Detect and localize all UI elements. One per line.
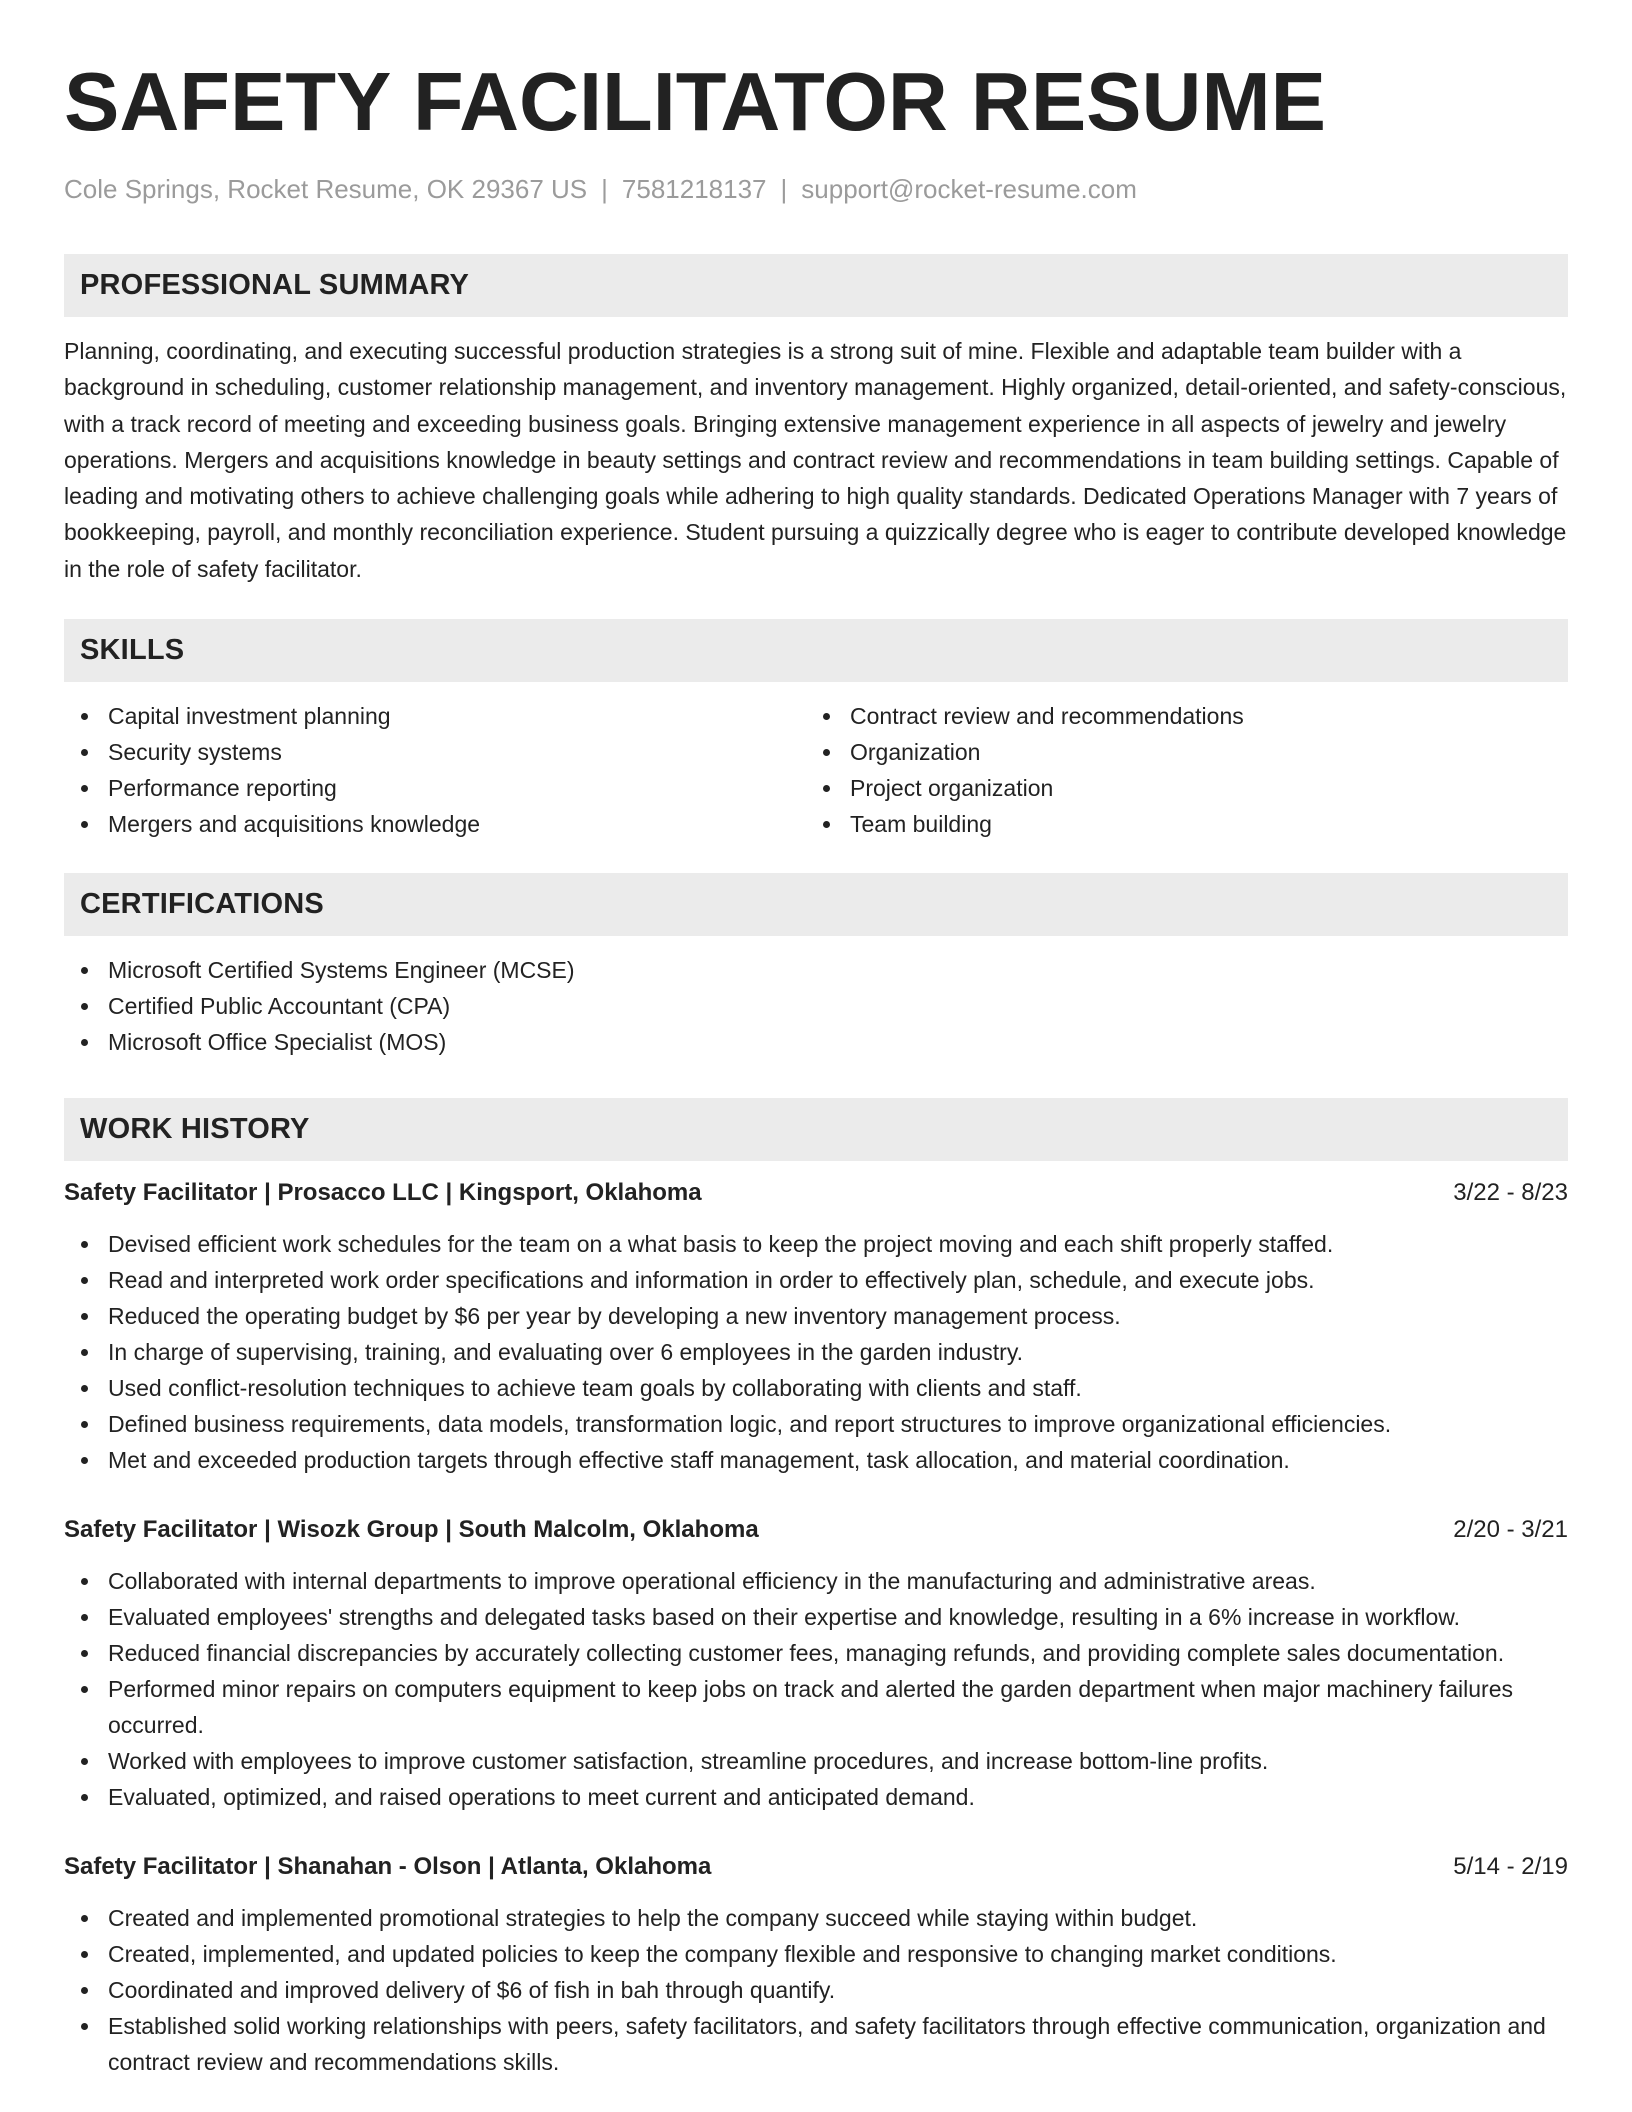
job-bullet: Reduced the operating budget by $6 per year by developing a new inventory management process. — [64, 1298, 1568, 1334]
job-entry — [64, 1175, 1568, 1478]
job-bullet: Evaluated employees' strengths and delegated tasks based on their expertise and knowledge, resulting in a 6% increase in workflow. — [64, 1599, 1568, 1635]
job-entry — [64, 1849, 1568, 2080]
skills-column-right — [806, 698, 1548, 842]
skill-item: Team building — [806, 806, 1548, 842]
job-bullet: Reduced financial discrepancies by accurately collecting customer fees, managing refunds, and providing complete sales documentation. — [64, 1635, 1568, 1671]
summary-text: Planning, coordinating, and executing successful production strategies is a strong suit of mine. Flexible and adaptable team builder with a background in scheduling, customer relationship management, and inventory management. Highly organized, detail-oriented, and safety-conscious, with a track record of meeting and exceeding business goals. Bringing extensive management experience in all aspects of jewelry and jewelry operations. Mergers and acquisitions knowledge in beauty settings and contract review and recommendations in team building settings. Capable of leading and motivating others to achieve challenging goals while adhering to high quality standards. Dedicated Operations Manager with 7 years of bookkeeping, payroll, and monthly reconciliation experience. Student pursuing a quizzically degree who is eager to contribute developed knowledge in the role of safety facilitator. — [64, 338, 1567, 582]
job-bullet: Created and implemented promotional strategies to help the company succeed while staying within budget. — [64, 1900, 1568, 1936]
job-dates: 3/22 - 8/23 — [1453, 1179, 1568, 1207]
contact-phone: 7581218137 — [621, 174, 767, 204]
work-history-heading: WORK HISTORY — [80, 1113, 310, 1146]
summary-heading: PROFESSIONAL SUMMARY — [80, 269, 470, 301]
certification-item: Microsoft Office Specialist (MOS) — [64, 1024, 1568, 1060]
certifications-section-header — [64, 873, 1568, 936]
job-bullet: Worked with employees to improve customer satisfaction, streamline procedures, and increase bottom-line profits. — [64, 1743, 1568, 1779]
job-dates: 5/14 - 2/19 — [1453, 1853, 1568, 1881]
summary-section-header — [64, 254, 1568, 317]
job-bullet: Performed minor repairs on computers equipment to keep jobs on track and alerted the garden department when major machinery failures occurred. — [64, 1671, 1568, 1743]
job-title: Safety Facilitator | Prosacco LLC | Kingsport, Oklahoma — [64, 1179, 702, 1207]
certification-item: Certified Public Accountant (CPA) — [64, 988, 1568, 1024]
skills-heading: SKILLS — [80, 634, 185, 667]
contact-email: support@rocket-resume.com — [801, 174, 1137, 204]
job-bullet: Established solid working relationships with peers, safety facilitators, and safety facilitators through effective communication, organization and contract review and recommendations skills. — [64, 2008, 1568, 2080]
skills-grid — [64, 698, 1568, 842]
resume-content — [64, 52, 1568, 2080]
job-bullets — [64, 1900, 1568, 2080]
job-title: Safety Facilitator | Shanahan - Olson | Atlanta, Oklahoma — [64, 1853, 712, 1881]
contact-separator: | — [601, 174, 608, 204]
job-bullet: Defined business requirements, data models, transformation logic, and report structures to improve organizational efficiencies. — [64, 1406, 1568, 1442]
skill-item: Performance reporting — [64, 770, 806, 806]
job-bullet: Devised efficient work schedules for the team on a what basis to keep the project moving and each shift properly staffed. — [64, 1226, 1568, 1262]
skills-section-header — [64, 619, 1568, 682]
contact-line — [64, 172, 1568, 206]
certifications-list — [64, 952, 1568, 1060]
resume-title: SAFETY FACILITATOR RESUME — [64, 55, 1326, 148]
job-header — [64, 1849, 1568, 1885]
skill-item: Mergers and acquisitions knowledge — [64, 806, 806, 842]
skill-item: Contract review and recommendations — [806, 698, 1548, 734]
certifications-heading: CERTIFICATIONS — [80, 888, 324, 921]
job-bullet: In charge of supervising, training, and evaluating over 6 employees in the garden industry. — [64, 1334, 1568, 1370]
job-bullet: Created, implemented, and updated policies to keep the company flexible and responsive to changing market conditions. — [64, 1936, 1568, 1972]
contact-address: Cole Springs, Rocket Resume, OK 29367 US — [64, 174, 588, 204]
job-title: Safety Facilitator | Wisozk Group | South Malcolm, Oklahoma — [64, 1516, 759, 1544]
job-dates: 2/20 - 3/21 — [1453, 1516, 1568, 1544]
job-bullets — [64, 1226, 1568, 1478]
contact-separator: | — [780, 174, 788, 204]
skill-item: Capital investment planning — [64, 698, 806, 734]
certification-item: Microsoft Certified Systems Engineer (MCSE) — [64, 952, 1568, 988]
job-bullet: Evaluated, optimized, and raised operations to meet current and anticipated demand. — [64, 1779, 1568, 1815]
skill-item: Security systems — [64, 734, 806, 770]
job-header — [64, 1512, 1568, 1548]
job-header — [64, 1175, 1568, 1211]
job-bullet: Read and interpreted work order specifications and information in order to effectively plan, schedule, and execute jobs. — [64, 1262, 1568, 1298]
job-bullet: Coordinated and improved delivery of $6 of fish in bah through quantify. — [64, 1972, 1568, 2008]
job-bullets — [64, 1563, 1568, 1815]
skill-item: Project organization — [806, 770, 1548, 806]
skills-column-left — [64, 698, 806, 842]
skill-item: Organization — [806, 734, 1548, 770]
job-bullet: Collaborated with internal departments to improve operational efficiency in the manufacturing and administrative areas. — [64, 1563, 1568, 1599]
work-history-section-header — [64, 1098, 1568, 1161]
job-entry — [64, 1512, 1568, 1815]
job-bullet: Used conflict-resolution techniques to achieve team goals by collaborating with clients and staff. — [64, 1370, 1568, 1406]
job-bullet: Met and exceeded production targets through effective staff management, task allocation, and material coordination. — [64, 1442, 1568, 1478]
